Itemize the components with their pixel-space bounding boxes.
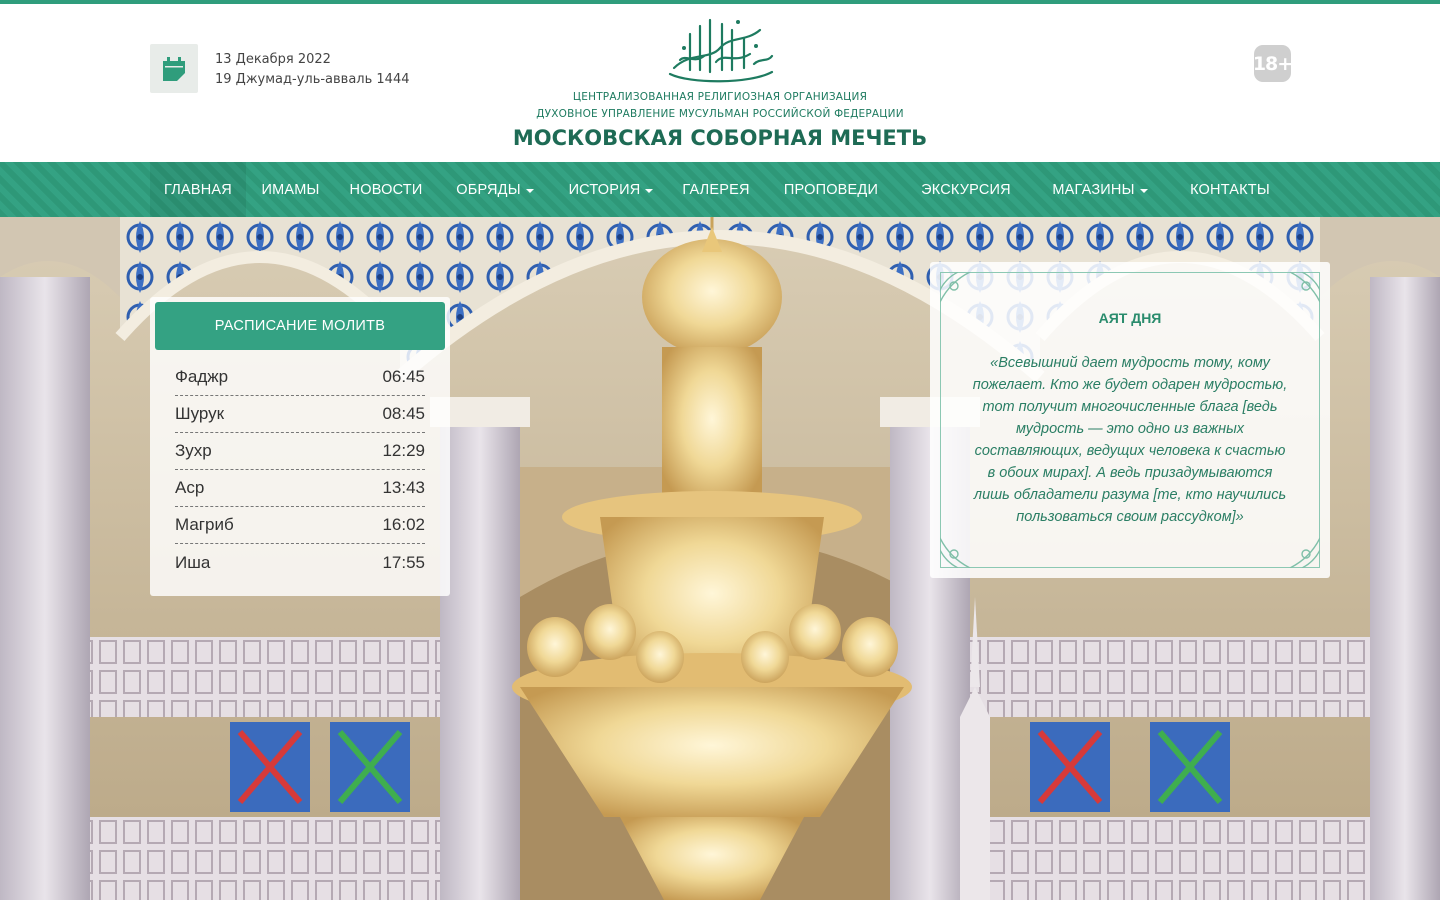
nav-item-excursion[interactable] <box>908 162 1024 217</box>
nav-item-imams[interactable] <box>246 162 335 217</box>
calendar-icon <box>150 44 198 93</box>
nav-label: ГЛАВНАЯ <box>164 181 232 198</box>
nav-item-shops[interactable] <box>1040 162 1160 217</box>
prayer-time: 08:45 <box>382 404 425 423</box>
nav-label: ИМАМЫ <box>261 181 320 198</box>
age-rating-badge: 18+ <box>1254 45 1291 82</box>
main-navigation <box>0 162 1440 217</box>
basmala-logo-icon[interactable] <box>660 12 780 88</box>
ayat-line: тот получит многочисленные блага [ведь <box>982 399 1278 415</box>
prayer-times-title[interactable]: РАСПИСАНИЕ МОЛИТВ <box>155 302 445 350</box>
ayat-line: мудрость — это одно из важных <box>1016 421 1244 437</box>
prayer-row <box>175 544 425 581</box>
org-line-2: ДУХОВНОЕ УПРАВЛЕНИЕ МУСУЛЬМАН РОССИЙСКОЙ ФЕДЕРАЦИИ <box>536 108 904 120</box>
ayat-text <box>968 352 1292 528</box>
prayer-name: Иша <box>175 552 211 572</box>
chevron-down-icon <box>1140 189 1148 193</box>
nav-item-contacts[interactable] <box>1176 162 1284 217</box>
nav-label: ИСТОРИЯ <box>568 181 641 198</box>
nav-label: ГАЛЕРЕЯ <box>682 181 750 198</box>
prayer-name: Магриб <box>175 515 234 534</box>
ayat-line: составляющих, ведущих человека к счастью <box>974 443 1286 459</box>
ayat-line: пожелает. Кто же будет одарен мудростью, <box>972 377 1288 393</box>
prayer-time: 16:02 <box>382 515 425 534</box>
prayer-time: 12:29 <box>382 441 425 460</box>
site-title[interactable]: МОСКОВСКАЯ СОБОРНАЯ МЕЧЕТЬ <box>512 126 928 150</box>
prayer-time: 17:55 <box>382 552 425 572</box>
prayer-row <box>175 396 425 433</box>
chevron-down-icon <box>526 189 534 193</box>
nav-item-rites[interactable] <box>444 162 546 217</box>
ayat-line: лишь обладатели разума [те, кто научились <box>973 487 1287 503</box>
prayer-name: Зухр <box>175 441 212 460</box>
nav-item-home[interactable] <box>150 162 246 217</box>
date-display <box>215 50 410 90</box>
nav-label: ПРОПОВЕДИ <box>783 181 879 198</box>
site-header <box>0 4 1440 162</box>
prayer-name: Фаджр <box>175 367 229 386</box>
ayat-title: АЯТ ДНЯ <box>1098 310 1162 326</box>
ayat-line: «Всевышний дает мудрость тому, кому <box>990 355 1270 371</box>
nav-label: КОНТАКТЫ <box>1190 181 1270 198</box>
nav-item-news[interactable] <box>335 162 437 217</box>
prayer-time: 13:43 <box>382 478 425 497</box>
nav-item-gallery[interactable] <box>672 162 760 217</box>
prayer-times-widget <box>150 297 450 596</box>
gregorian-date: 13 Декабря 2022 <box>215 52 331 67</box>
nav-item-sermons[interactable] <box>770 162 892 217</box>
nav-label: ЭКСКУРСИЯ <box>921 181 1011 198</box>
ayat-line: пользоваться своим рассудком]» <box>1016 509 1244 525</box>
nav-item-history[interactable] <box>556 162 666 217</box>
nav-label: МАГАЗИНЫ <box>1052 181 1135 198</box>
prayer-row <box>175 359 425 396</box>
prayer-row <box>175 470 425 507</box>
nav-label: ОБРЯДЫ <box>456 181 521 198</box>
prayer-time: 06:45 <box>382 367 425 386</box>
prayer-name: Шурук <box>175 404 225 423</box>
prayer-row <box>175 507 425 544</box>
nav-label: НОВОСТИ <box>349 181 423 198</box>
org-line-1: ЦЕНТРАЛИЗОВАННАЯ РЕЛИГИОЗНАЯ ОРГАНИЗАЦИЯ <box>572 91 868 103</box>
prayer-row <box>175 433 425 470</box>
hijri-date: 19 Джумад-уль-авваль 1444 <box>215 72 410 87</box>
ayat-of-the-day-widget <box>930 262 1330 578</box>
ayat-line: в обоих мирах]. А ведь призадумываются <box>987 465 1273 481</box>
hero-mosque-interior <box>0 217 1440 900</box>
prayer-name: Аср <box>175 478 205 497</box>
chevron-down-icon <box>645 189 653 193</box>
